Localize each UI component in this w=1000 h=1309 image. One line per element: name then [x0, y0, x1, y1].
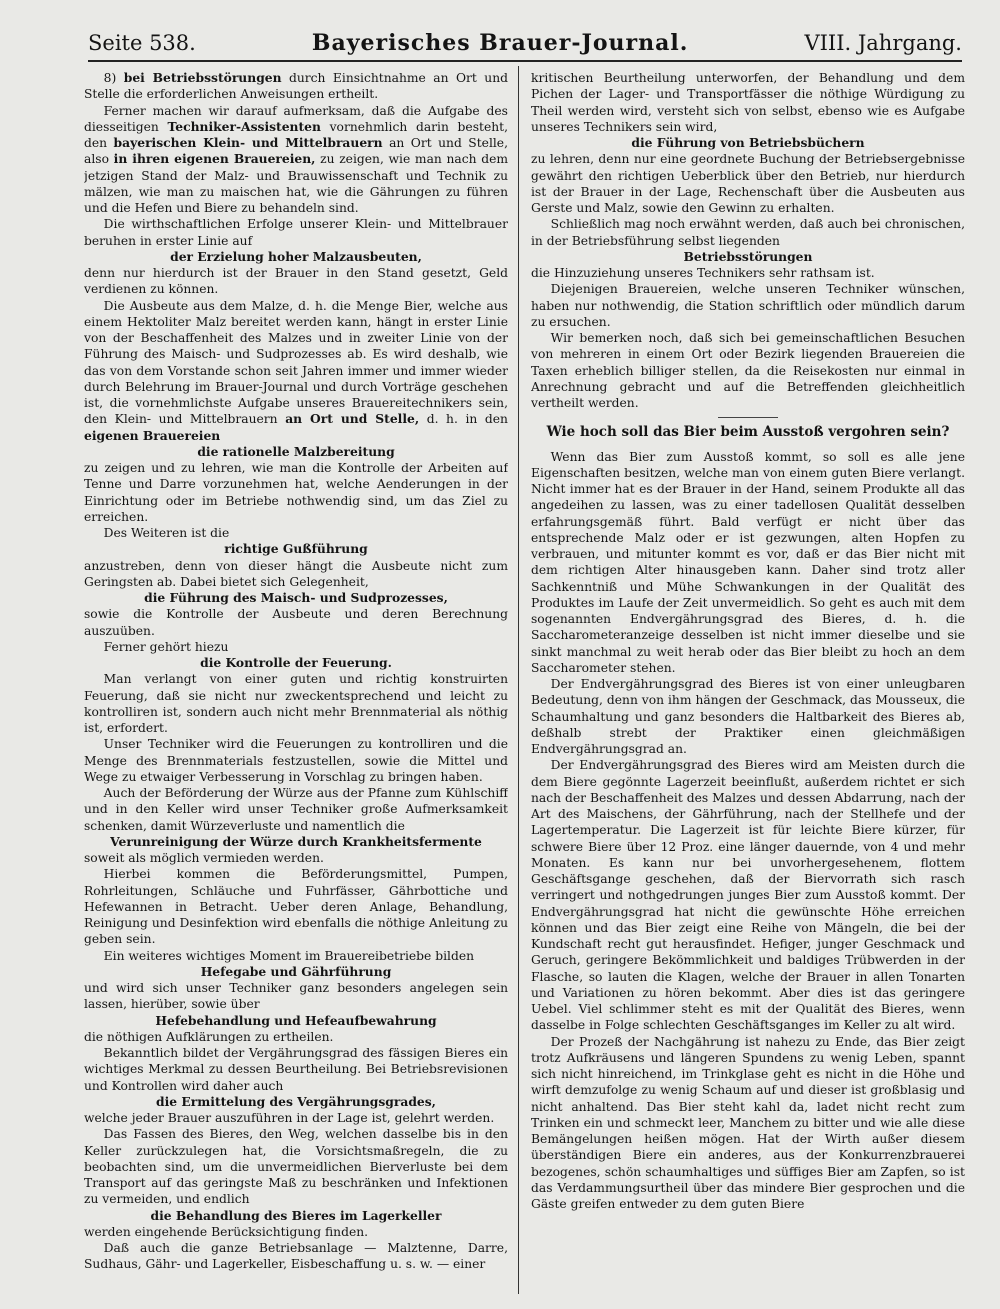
subheading: die rationelle Malzbereitung: [197, 443, 395, 459]
subheading: richtige Gußführung: [224, 541, 368, 557]
page-number: Seite 538.: [88, 31, 196, 55]
paragraph: die nöthigen Aufklärungen zu ertheilen.: [84, 1029, 334, 1044]
paragraph: und wird sich unser Techniker ganz besonders angelegen sein lassen, hierüber, sowie über: [84, 981, 508, 1012]
subheading: die Kontrolle der Feuerung.: [200, 655, 392, 670]
paragraph: Wir bemerken noch, daß sich bei gemeinschaftlichen Besuchen von mehreren in einem Ort oder Bezirk liegenden Brauereien die Taxen erheblich billiger stellen, da die Reisekosten nur einmal in Anrechnung gebracht und auf die Betreffenden gleichheitlich vertheilt werden.: [531, 331, 965, 410]
subheading: die Ermittelung des Vergährungsgrades,: [156, 1093, 436, 1109]
paragraph: Die Ausbeute aus dem Malze, d. h. die Menge Bier, welche aus einem Hektoliter Malz bereitet werden kann, hängt in erster Linie von der Beschaffenheit des Malzes und in zweiter Linie von der Führung des Maisch- und Sudprozesses ab. Es wird deshalb, wie das von dem Vorstande schon seit Jahren immer und immer wieder durch Belehrung im Brauer-Journal und durch Vorträge geschehen ist, die vornehmlichste Aufgabe unseres Brauereitechnikers sein, den Klein- und Mittelbrauern an Ort und Stelle, d. h. in den eigenen Brauereien: [84, 298, 508, 443]
paragraph: anzustreben, denn von dieser hängt die Ausbeute nicht zum Geringsten ab. Dabei bietet sich Gelegenheit,: [84, 558, 508, 589]
paragraph: Hierbei kommen die Beförderungsmittel, Pumpen, Rohrleitungen, Schläuche und Fuhrfässer, Gährbottiche und Hefewannen in Betracht. Ueber deren Anlage, Behandlung, Reinigung und Desinfektion wird ebenfalls die nöthige Anleitung zu geben sein.: [84, 867, 508, 947]
paragraph: zu zeigen und zu lehren, wie man die Kontrolle der Arbeiten auf Tenne und Darre vorzunehmen hat, welche Aenderungen in der Einrichtung oder im Betriebe nothwendig sind, um das Ziel zu erreichen.: [84, 461, 508, 524]
paragraph: Schließlich mag noch erwähnt werden, daß auch bei chronischen, in der Betriebsführung selbst liegenden: [531, 217, 965, 248]
paragraph: werden eingehende Berücksichtigung finden.: [84, 1224, 369, 1239]
paragraph: Man verlangt von einer guten und richtig konstruirten Feuerung, daß sie nicht nur zweckentsprechend und leicht zu kontrolliren ist, sondern auch nicht mehr Brennmaterial als nöthig ist, erfordert.: [84, 672, 508, 735]
paragraph: Das Fassen des Bieres, den Weg, welchen dasselbe bis in den Keller zurückzulegen hat, die Vorsichtsmaßregeln, die zu beobachten sind, um die unvermeidlichen Bierverluste bei dem Transport auf das geringste Maß zu beschränken und Infektionen zu vermeiden, und endlich: [84, 1127, 508, 1207]
subheading: die Führung des Maisch- und Sudprozesses,: [144, 590, 448, 605]
paragraph: Ein weiteres wichtiges Moment im Brauereibetriebe bilden: [103, 948, 475, 963]
article-title: Wie hoch soll das Bier beim Ausstoß vergohren sein?: [546, 424, 950, 441]
paragraph: welche jeder Brauer auszuführen in der Lage ist, gelehrt werden.: [84, 1111, 495, 1125]
paragraph: zu lehren, denn nur eine geordnete Buchung der Betriebsergebnisse gewährt den richtigen Ueberblick über den Betrieb, nur hierdurch ist der Brauer in der Lage, Rechenschaft über die Ausbeuten aus Gerste und Malz, sowie den Gewinn zu erhalten.: [531, 152, 965, 215]
subheading: Hefebehandlung und Hefeaufbewahrung: [155, 1012, 437, 1028]
paragraph: Auch der Beförderung der Würze aus der Pfanne zum Kühlschiff und in den Keller wird unser Techniker große Aufmerksamkeit schenken, damit Würzeverluste und namentlich die: [84, 786, 508, 833]
left-column: [84, 70, 508, 1292]
paragraph: 8) bei Betriebsstörungen durch Einsichtnahme an Ort und Stelle die erforderlichen Anweisungen ertheilt.: [84, 70, 508, 102]
paragraph: Der Endvergährungsgrad des Bieres ist von einer unleugbaren Bedeutung, denn von ihm hängen der Geschmack, das Mousseux, die Schaumhaltung und ganz besonders die Haltbarkeit des Bieres ab, deßhalb strebt der Praktiker einen gleichmäßigen Endvergährungsgrad an.: [531, 677, 965, 756]
paragraph: Bekanntlich bildet der Vergährungsgrad des fässigen Bieres ein wichtiges Merkmal zu dessen Beurtheilung. Bei Betriebsrevisionen und Kontrollen wird daher auch: [84, 1046, 508, 1093]
paragraph: Der Prozeß der Nachgährung ist nahezu zu Ende, das Bier zeigt trotz Aufkräusens und längeren Spundens zu wenig Leben, spannt sich nicht hinreichend, im Trinkglase geht es nicht in die Höhe und wirft demzufolge zu wenig Schaum auf und dieser ist großblasig und nicht anhaltend. Das Bier steht kahl da, ladet nicht recht zum Trinken ein und schmeckt leer, Manchem zu bitter und wie alle diese Bemängelungen heißen mögen. Hat der Wirth außer diesem überständigen Biere ein anderes, aus der Konkurrenzbrauerei bezogenes, schön schaumhaltiges und süffiges Bier am Zapfen, so ist das Verdammungsurtheil über das mindere Bier gesprochen und die Gäste greifen entweder zu dem guten Biere: [531, 1034, 965, 1211]
paragraph: soweit als möglich vermieden werden.: [84, 851, 324, 865]
column-divider: [518, 66, 519, 1294]
paragraph: Daß auch die ganze Betriebsanlage — Malztenne, Darre, Sudhaus, Gähr- und Lagerkeller, Eisbeschaffung u. s. w. — einer: [84, 1241, 508, 1272]
journal-title: Bayerisches Brauer-Journal.: [311, 30, 689, 56]
paragraph: Ferner gehört hiezu: [103, 639, 229, 654]
paragraph: Die wirthschaftlichen Erfolge unserer Klein- und Mittelbrauer beruhen in erster Linie auf: [84, 217, 508, 248]
volume-label: VIII. Jahrgang.: [804, 31, 962, 55]
paragraph: Wenn das Bier zum Ausstoß kommt, so soll es alle jene Eigenschaften besitzen, welche man von einem guten Biere verlangt. Nicht immer hat es der Brauer in der Hand, seinem Produkte all das angedeihen zu lassen, was zu einer tadellosen Qualität desselben erfahrungsgemäß führt. Bald verfügt er nicht über das entsprechende Malz oder er ist gezwungen, alten Hopfen zu verbrauen, und mitunter kommt es vor, daß er das Bier nicht mit dem richtigen Alter hinausgeben kann. Daher sind trotz aller Sachkenntniß und Mühe Schwankungen in der Qualität des Produktes im Laufe der Zeit unvermeidlich. So geht es auch mit dem sogenannten Endvergährungsgrad des Bieres, d. h. die Saccharometeranzeige desselben ist nicht immer dieselbe und sie sinkt manchmal zu weit herab oder das Bier bleibt zu hoch an dem Saccharometer stehen.: [531, 449, 965, 675]
paragraph: die Hinzuziehung unseres Technikers sehr rathsam ist.: [531, 266, 875, 280]
paragraph: Unser Techniker wird die Feuerungen zu kontrolliren und die Menge des Brennmaterials festzustellen, sowie die Mittel und Wege zu etwaiger Verbesserung in Vorschlag zu bringen haben.: [84, 737, 508, 784]
subheading: Verunreinigung der Würze durch Krankheitsfermente: [110, 833, 482, 849]
subheading: der Erzielung hoher Malzausbeuten,: [170, 248, 422, 264]
subheading: Hefegabe und Gährführung: [200, 963, 392, 979]
paragraph: denn nur hierdurch ist der Brauer in den Stand gesetzt, Geld verdienen zu können.: [84, 266, 508, 297]
right-column: [531, 70, 965, 1292]
subheading: die Behandlung des Bieres im Lagerkeller: [150, 1207, 442, 1223]
paragraph: Des Weiteren ist die: [103, 526, 230, 540]
paragraph: Diejenigen Brauereien, welche unseren Techniker wünschen, haben nur nothwendig, die Station schriftlich oder mündlich darum zu ersuchen.: [531, 282, 965, 329]
page-header: [88, 26, 962, 62]
subheading: Betriebsstörungen: [683, 248, 813, 264]
subheading: die Führung von Betriebsbüchern: [631, 135, 865, 150]
paragraph: Der Endvergährungsgrad des Bieres wird am Meisten durch die dem Biere gegönnte Lagerzeit beeinflußt, außerdem richtet er sich nach der Beschaffenheit des Malzes und dessen Abdarrung, nach der Art des Maischens, der Gährführung, nach der Stellhefe und der Lagertemperatur. Die Lagerzeit ist für leichte Biere kürzer, für schwere Biere über 12 Proz. eine länger dauernde, von 4 und mehr Monaten. Es kann nur bei unvorhergesehenem, flottem Geschäftsgange geschehen, daß der Biervorrath sich rasch verringert und nothgedrungen junges Bier zum Ausstoß kommt. Der Endvergährungsgrad hat nicht die gewünschte Höhe erreichen können und das Bier zeigt eine Reihe von Mängeln, die bei der Kundschaft recht gut herausfindet. Hefiger, junger Geschmack und Geruch, geringere Bekömmlichkeit und baldiges Trübwerden in der Flasche, so lauten die Klagen, welche der Brauer in allen Tonarten und Variationen zu hören bekommt. Aber dies ist das geringere Uebel. Viel schlimmer steht es mit der Qualität des Bieres, wenn dasselbe in Folge schlechten Geschäftsganges im Keller zu alt wird.: [531, 758, 965, 1033]
paragraph: kritischen Beurtheilung unterworfen, der Behandlung und dem Pichen der Lager- und Transportfässer die nöthige Würdigung zu Theil werden wird, versteht sich von selbst, ebenso wie es Aufgabe unseres Technikers sein wird,: [531, 71, 965, 134]
separator-line: [718, 417, 778, 418]
paragraph: Ferner machen wir darauf aufmerksam, daß die Aufgabe des diesseitigen Techniker-Assistenten vornehmlich darin besteht, den bayerischen Klein- und Mittelbrauern an Ort und Stelle, also in ihren eigenen Brauereien, zu zeigen, wie man nach dem jetzigen Stand der Malz- und Brauwissenschaft und Technik zu mälzen, wie man zu maischen hat, wie die Gährungen zu führen und die Hefen und Biere zu behandeln sind.: [84, 103, 508, 215]
paragraph: sowie die Kontrolle der Ausbeute und deren Berechnung auszuüben.: [84, 607, 508, 638]
